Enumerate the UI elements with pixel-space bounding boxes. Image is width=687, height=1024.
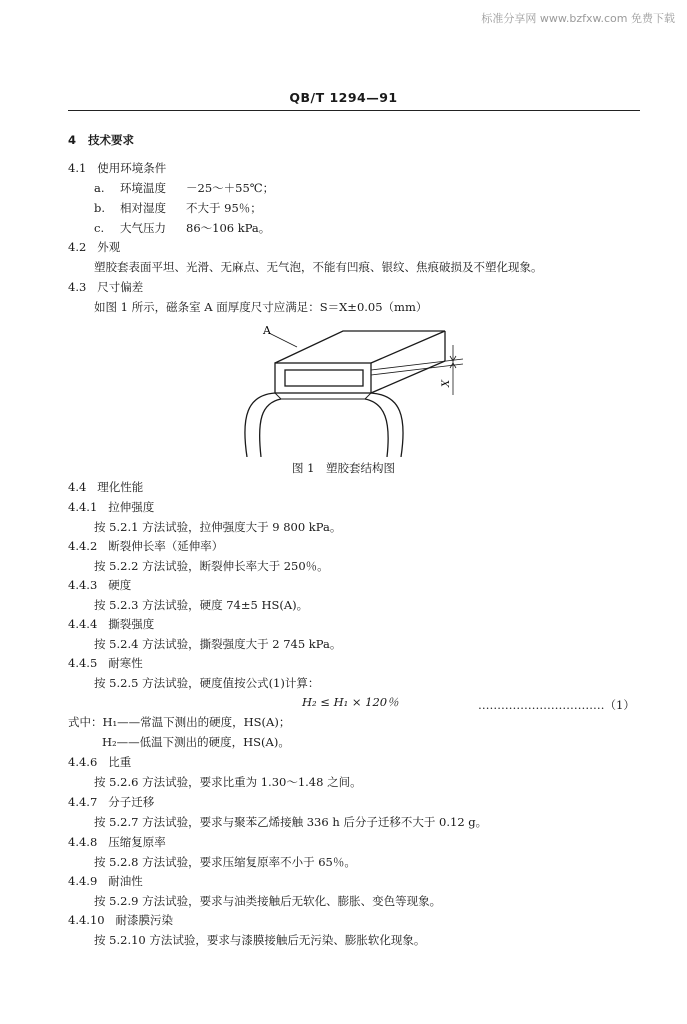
corner — [275, 393, 281, 399]
section-4-4-4-heading — [68, 619, 154, 631]
section-4-3-heading — [68, 282, 143, 294]
section-4-1-heading — [68, 163, 166, 175]
formula-legend-h1: 式中：H₁——常温下测出的硬度，HS(A)； — [68, 715, 291, 729]
loop-inner-right — [365, 399, 388, 457]
section-4-heading — [68, 135, 134, 147]
item-letter: a. — [94, 181, 105, 195]
section-number: 4.1 — [68, 161, 87, 175]
formula-legend-h2: H₂——低温下测出的硬度，HS(A)。 — [102, 735, 290, 749]
standard-code: QB/T 1294—91 — [289, 90, 398, 105]
paragraph: 塑胶套表面平坦、光滑、无麻点、无气泡，不能有凹痕、银纹、焦痕破损及不塑化现象。 — [94, 260, 543, 274]
paragraph: 按 5.2.9 方法试验，要求与油类接触后无软化、膨胀、变色等现象。 — [94, 894, 442, 908]
section-number: 4.4.3 — [68, 578, 98, 592]
top-face — [275, 331, 445, 363]
section-4-4-10-heading — [68, 915, 173, 927]
paragraph: 按 5.2.8 方法试验，要求压缩复原率不小于 65％。 — [94, 855, 356, 869]
section-4-4-8-heading — [68, 837, 166, 849]
item-value: －25～＋55℃； — [186, 181, 275, 195]
list-item — [94, 183, 274, 195]
paragraph: 按 5.2.7 方法试验，要求与聚苯乙烯接触 336 h 后分子迁移不大于 0.12 g。 — [94, 815, 488, 829]
list-item — [94, 203, 262, 215]
section-number: 4.4.7 — [68, 795, 98, 809]
section-title: 耐油性 — [108, 874, 143, 888]
watermark: 标准分享网 www.bzfxw.com 免费下载 — [481, 12, 675, 25]
item-value: 86～106 kPa。 — [186, 221, 271, 235]
label-x: X — [441, 379, 452, 387]
paragraph: 如图 1 所示，磁条室 A 面厚度尺寸应满足：S＝X±0.05（mm） — [94, 300, 428, 314]
section-title: 比重 — [108, 755, 132, 769]
section-4-4-5-heading — [68, 658, 143, 670]
corner — [365, 393, 371, 399]
section-4-4-1-heading — [68, 502, 154, 514]
section-number: 4.4.9 — [68, 874, 98, 888]
section-number: 4.4 — [68, 480, 87, 494]
section-number: 4.4.6 — [68, 755, 98, 769]
leader-line — [269, 333, 297, 347]
section-title: 压缩复原率 — [108, 835, 166, 849]
loop-inner-left — [260, 399, 281, 457]
section-title: 硬度 — [108, 578, 132, 592]
section-4-4-6-heading — [68, 757, 131, 769]
section-number: 4 — [68, 133, 77, 147]
paragraph: 按 5.2.10 方法试验，要求与漆膜接触后无污染、膨胀软化现象。 — [94, 933, 426, 947]
paragraph: 按 5.2.1 方法试验，拉伸强度大于 9 800 kPa。 — [94, 520, 342, 534]
section-title: 分子迁移 — [108, 795, 155, 809]
section-number: 4.4.5 — [68, 656, 98, 670]
magnetic-chamber — [285, 370, 363, 386]
section-4-4-3-heading — [68, 580, 131, 592]
item-letter: b. — [94, 201, 106, 215]
figure-caption: 图 1 塑胶套结构图 — [292, 461, 395, 475]
section-title: 理化性能 — [97, 480, 144, 494]
item-value: 不大于 95％； — [186, 201, 262, 215]
label-a: A — [263, 325, 271, 337]
formula-1: H₂ ≤ H₁ × 120％ — [302, 695, 399, 709]
header-rule — [68, 110, 640, 111]
paragraph: 按 5.2.6 方法试验，要求比重为 1.30～1.48 之间。 — [94, 775, 362, 789]
section-number: 4.4.1 — [68, 500, 98, 514]
section-title: 拉伸强度 — [108, 500, 155, 514]
formula-number: ……………………………（1） — [478, 698, 635, 712]
section-title: 撕裂强度 — [108, 617, 155, 631]
paragraph: 按 5.2.3 方法试验，硬度 74±5 HS(A)。 — [94, 598, 309, 612]
section-number: 4.2 — [68, 240, 87, 254]
list-item — [94, 223, 270, 235]
item-name: 环境温度 — [120, 181, 166, 195]
section-title: 外观 — [97, 240, 121, 254]
section-number: 4.3 — [68, 280, 87, 294]
section-number: 4.4.2 — [68, 539, 98, 553]
section-title: 断裂伸长率（延伸率） — [108, 539, 224, 553]
section-title: 耐寒性 — [108, 656, 143, 670]
paragraph: 按 5.2.2 方法试验，断裂伸长率大于 250％。 — [94, 559, 329, 573]
section-4-4-2-heading — [68, 541, 223, 553]
figure-1-drawing — [235, 325, 465, 457]
section-4-4-heading — [68, 482, 143, 494]
item-name: 相对湿度 — [120, 201, 166, 215]
section-title: 技术要求 — [88, 133, 135, 147]
section-number: 4.4.10 — [68, 913, 105, 927]
section-number: 4.4.8 — [68, 835, 98, 849]
paragraph: 按 5.2.5 方法试验，硬度值按公式(1)计算： — [94, 676, 320, 690]
section-title: 尺寸偏差 — [97, 280, 144, 294]
item-letter: c. — [94, 221, 105, 235]
front-face — [275, 363, 371, 393]
paragraph: 按 5.2.4 方法试验，撕裂强度大于 2 745 kPa。 — [94, 637, 342, 651]
section-title: 耐漆膜污染 — [115, 913, 174, 927]
section-4-2-heading — [68, 242, 120, 254]
section-4-4-9-heading — [68, 876, 143, 888]
section-number: 4.4.4 — [68, 617, 98, 631]
section-title: 使用环境条件 — [97, 161, 167, 175]
dimension-line — [371, 359, 463, 370]
item-name: 大气压力 — [120, 221, 166, 235]
section-4-4-7-heading — [68, 797, 154, 809]
